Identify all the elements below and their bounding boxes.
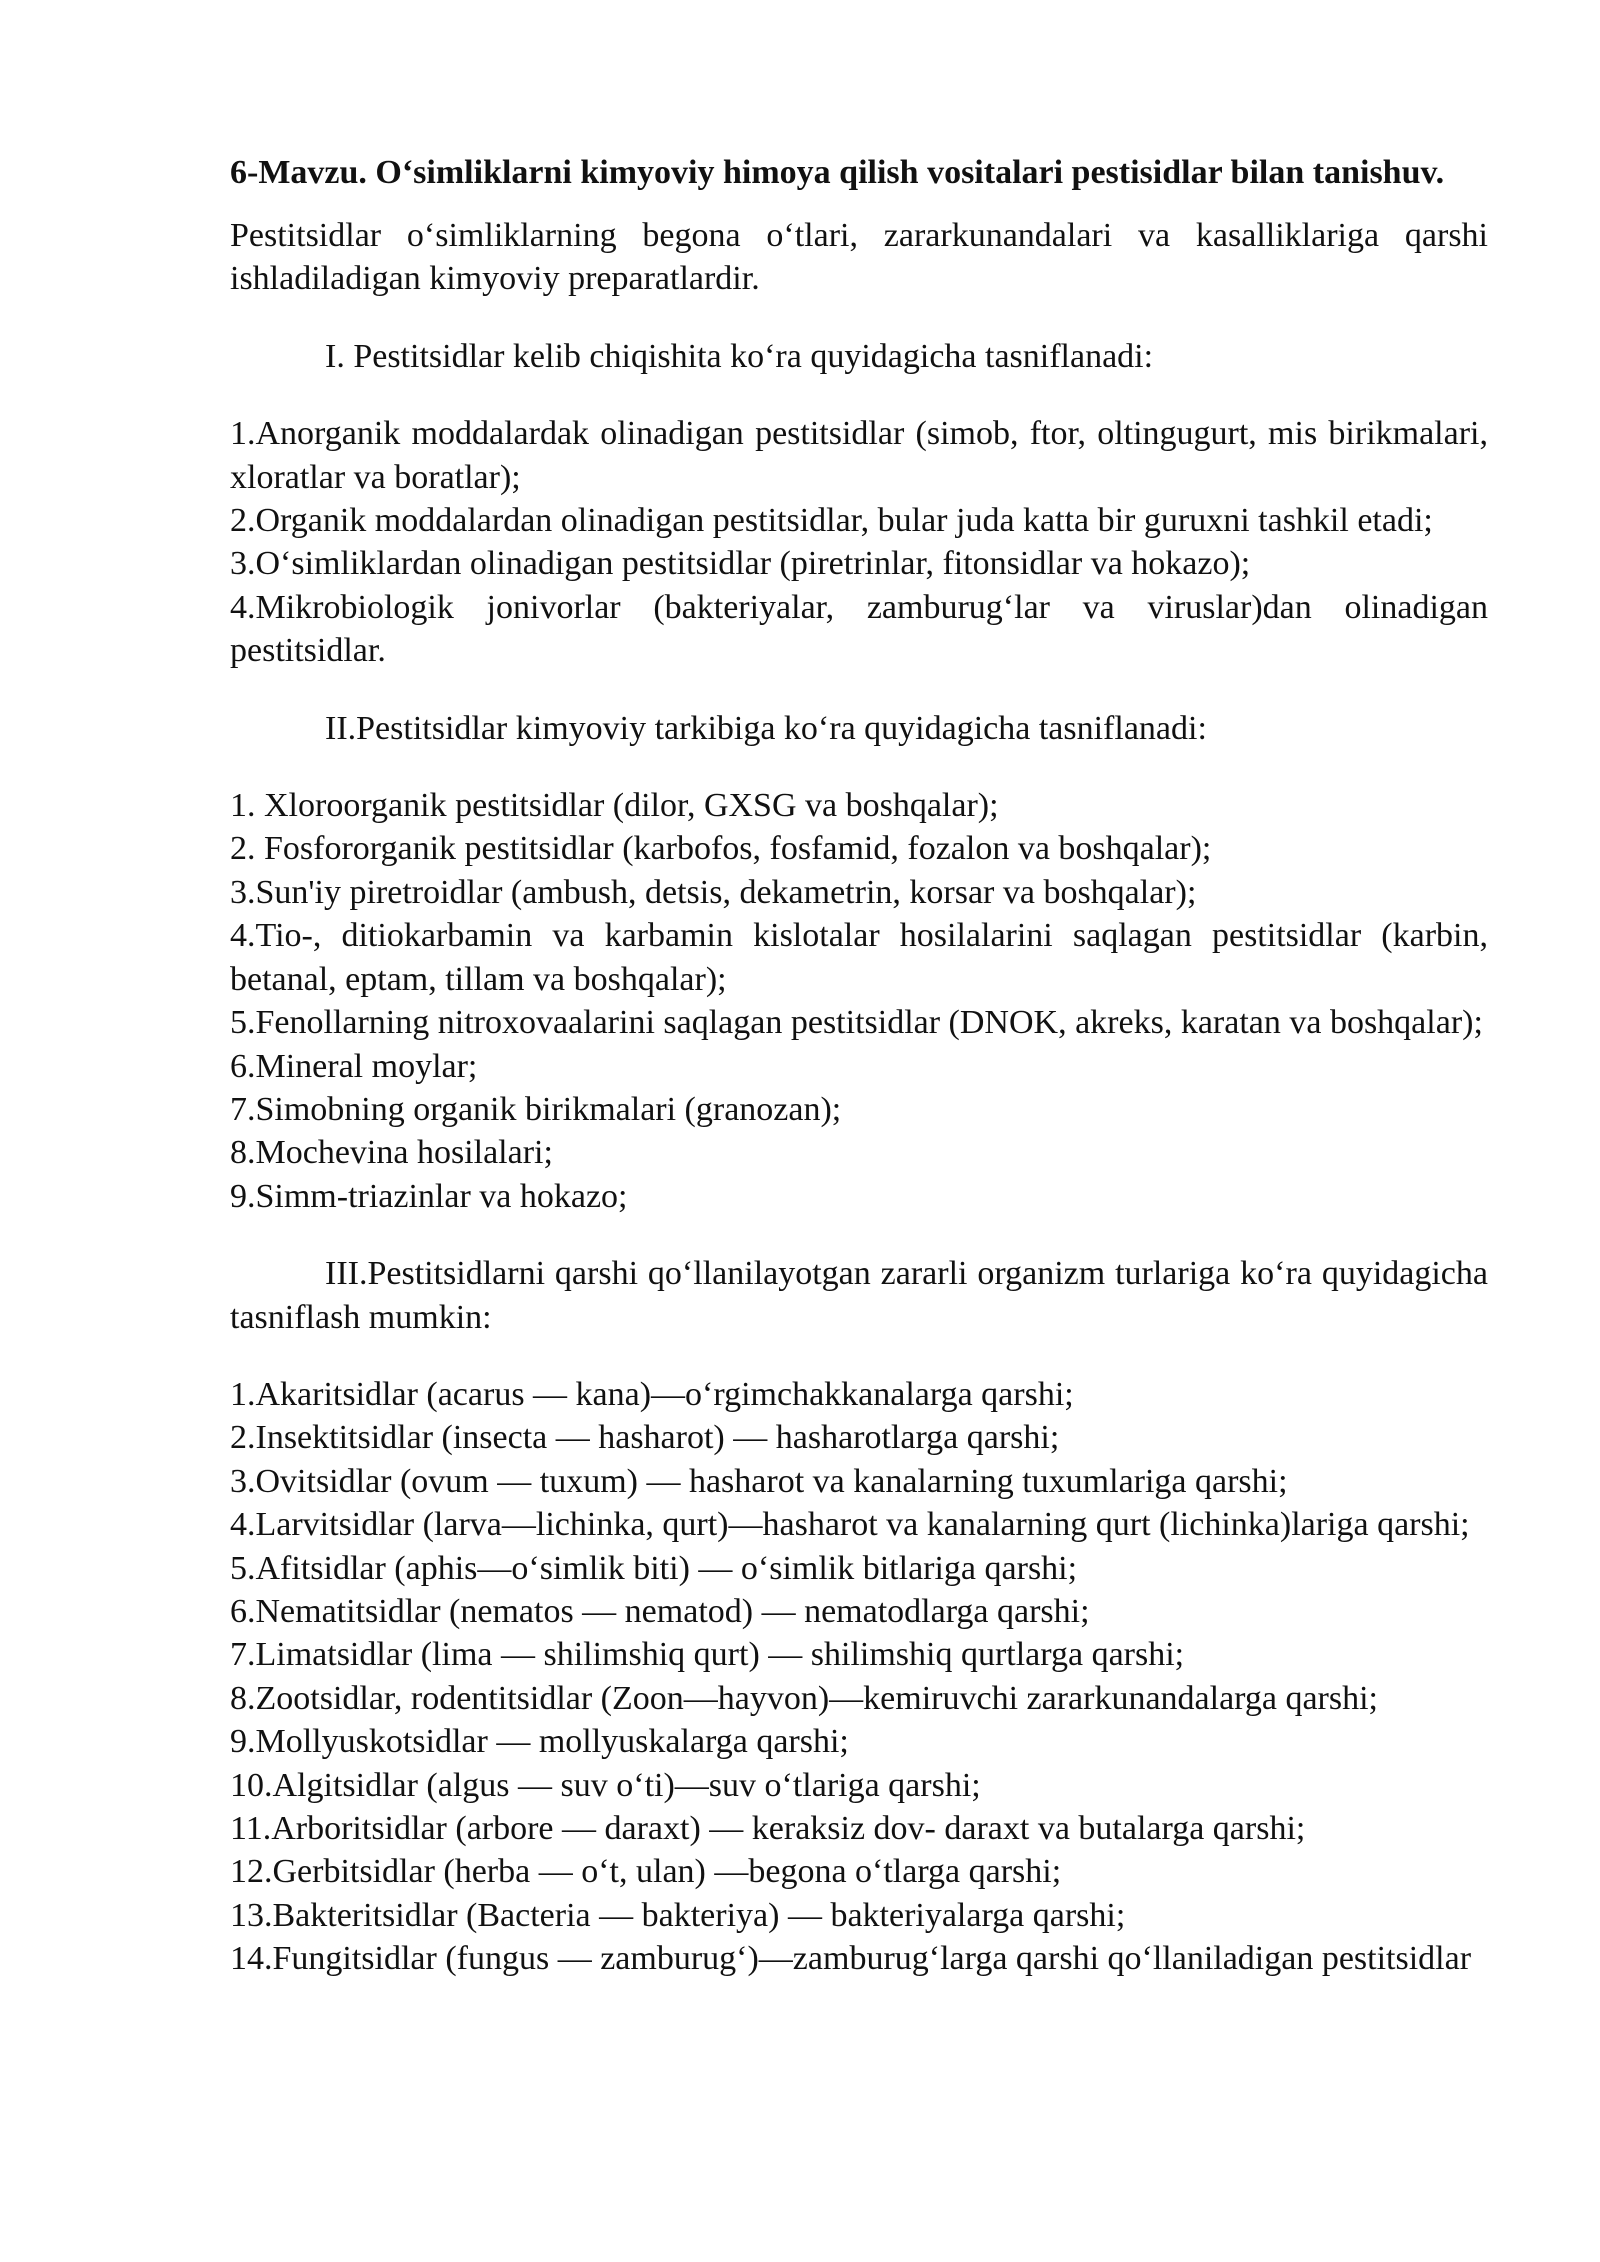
list-item: 4.Tio-, ditiokarbamin va karbamin kislotalar hosilalarini saqlagan pestitsidlar (karbin, betanal, eptam, tillam va boshqalar); xyxy=(230,917,1488,998)
section-heading-1: I. Pestitsidlar kelib chiqishita ko‘ra quyidagicha tasniflanadi: xyxy=(325,337,1154,375)
list-item: 1.Anorganik moddalardak olinadigan pestitsidlar (simob, ftor, oltingugurt, mis birikmalari, xloratlar va boratlar); xyxy=(230,415,1488,496)
section-heading-2: II.Pestitsidlar kimyoviy tarkibiga ko‘ra quyidagicha tasniflanadi: xyxy=(325,709,1207,747)
list-item: 3.Ovitsidlar (ovum — tuxum) — hasharot va kanalarning tuxumlariga qarshi; xyxy=(230,1462,1288,1500)
list-item: 12.Gerbitsidlar (herba — o‘t, ulan) —begona o‘tlarga qarshi; xyxy=(230,1853,1062,1891)
list-item: 6.Nematitsidlar (nematos — nematod) — nematodlarga qarshi; xyxy=(230,1592,1090,1630)
list-item: 4.Larvitsidlar (larva—lichinka, qurt)—hasharot va kanalarning qurt (lichinka)lariga qarshi; xyxy=(230,1506,1470,1544)
list-item: 5.Fenollarning nitroxovaalarini saqlagan pestitsidlar (DNOK, akreks, karatan va boshqalar); xyxy=(230,1004,1483,1042)
list-item: 7.Simobning organik birikmalari (granozan); xyxy=(230,1090,842,1128)
list-item: 3.Sun'iy piretroidlar (ambush, detsis, dekametrin, korsar va boshqalar); xyxy=(230,873,1197,911)
list-item: 3.O‘simliklardan olinadigan pestitsidlar (piretrinlar, fitonsidlar va hokazo); xyxy=(230,545,1251,583)
list-item: 2.Organik moddalardan olinadigan pestitsidlar, bular juda katta bir guruxni tashkil etadi; xyxy=(230,502,1433,540)
list-item: 1. Xloroorganik pestitsidlar (dilor, GXSG va boshqalar); xyxy=(230,787,999,825)
list-item: 7.Limatsidlar (lima — shilimshiq qurt) — shilimshiq qurtlarga qarshi; xyxy=(230,1636,1185,1674)
list-item: 6.Mineral moylar; xyxy=(230,1047,478,1085)
intro-paragraph: Pestitsidlar o‘simliklarning begona o‘tlari, zararkunandalari va kasalliklariga qarshi ishladiladigan kimyoviy preparatlardir. xyxy=(230,217,1488,298)
list-item: 2.Insektitsidlar (insecta — hasharot) — hasharotlarga qarshi; xyxy=(230,1419,1060,1457)
list-item: 11.Arboritsidlar (arbore — daraxt) — keraksiz dov- daraxt va butalarga qarshi; xyxy=(230,1810,1306,1847)
document-title: 6-Mavzu. O‘simliklarni kimyoviy himoya qilish vositalari pestisidlar bilan tanishuv. xyxy=(230,154,1445,191)
list-item: 9.Simm-triazinlar va hokazo; xyxy=(230,1177,628,1215)
list-item: 8.Mochevina hosilalari; xyxy=(230,1134,553,1172)
list-item: 4.Mikrobiologik jonivorlar (bakteriyalar, zamburug‘lar va viruslar)dan olinadigan pestitsidlar. xyxy=(230,588,1488,670)
list-item: 5.Afitsidlar (aphis—o‘simlik biti) — o‘simlik bitlariga qarshi; xyxy=(230,1549,1078,1587)
list-item: 14.Fungitsidlar (fungus — zamburug‘)—zamburug‘larga qarshi qo‘llaniladigan pestitsidlar xyxy=(230,1940,1472,1978)
section-heading-3: III.Pestitsidlarni qarshi qo‘llanilayotgan zararli organizm turlariga ko‘ra quyidagicha tasniflash mumkin: xyxy=(230,1255,1488,1336)
list-item: 1.Akaritsidlar (acarus — kana)—o‘rgimchakkanalarga qarshi; xyxy=(230,1375,1074,1413)
list-item: 10.Algitsidlar (algus — suv o‘ti)—suv o‘tlariga qarshi; xyxy=(230,1766,981,1804)
list-item: 13.Bakteritsidlar (Bacteria — bakteriya) — bakteriyalarga qarshi; xyxy=(230,1896,1126,1934)
list-item: 9.Mollyuskotsidlar — mollyuskalarga qarshi; xyxy=(230,1723,849,1761)
document-page xyxy=(230,150,1488,1981)
list-item: 2. Fosfororganik pestitsidlar (karbofos, fosfamid, fozalon va boshqalar); xyxy=(230,830,1212,868)
list-item: 8.Zootsidlar, rodentitsidlar (Zoon—hayvon)—kemiruvchi zararkunandalarga qarshi; xyxy=(230,1679,1378,1717)
